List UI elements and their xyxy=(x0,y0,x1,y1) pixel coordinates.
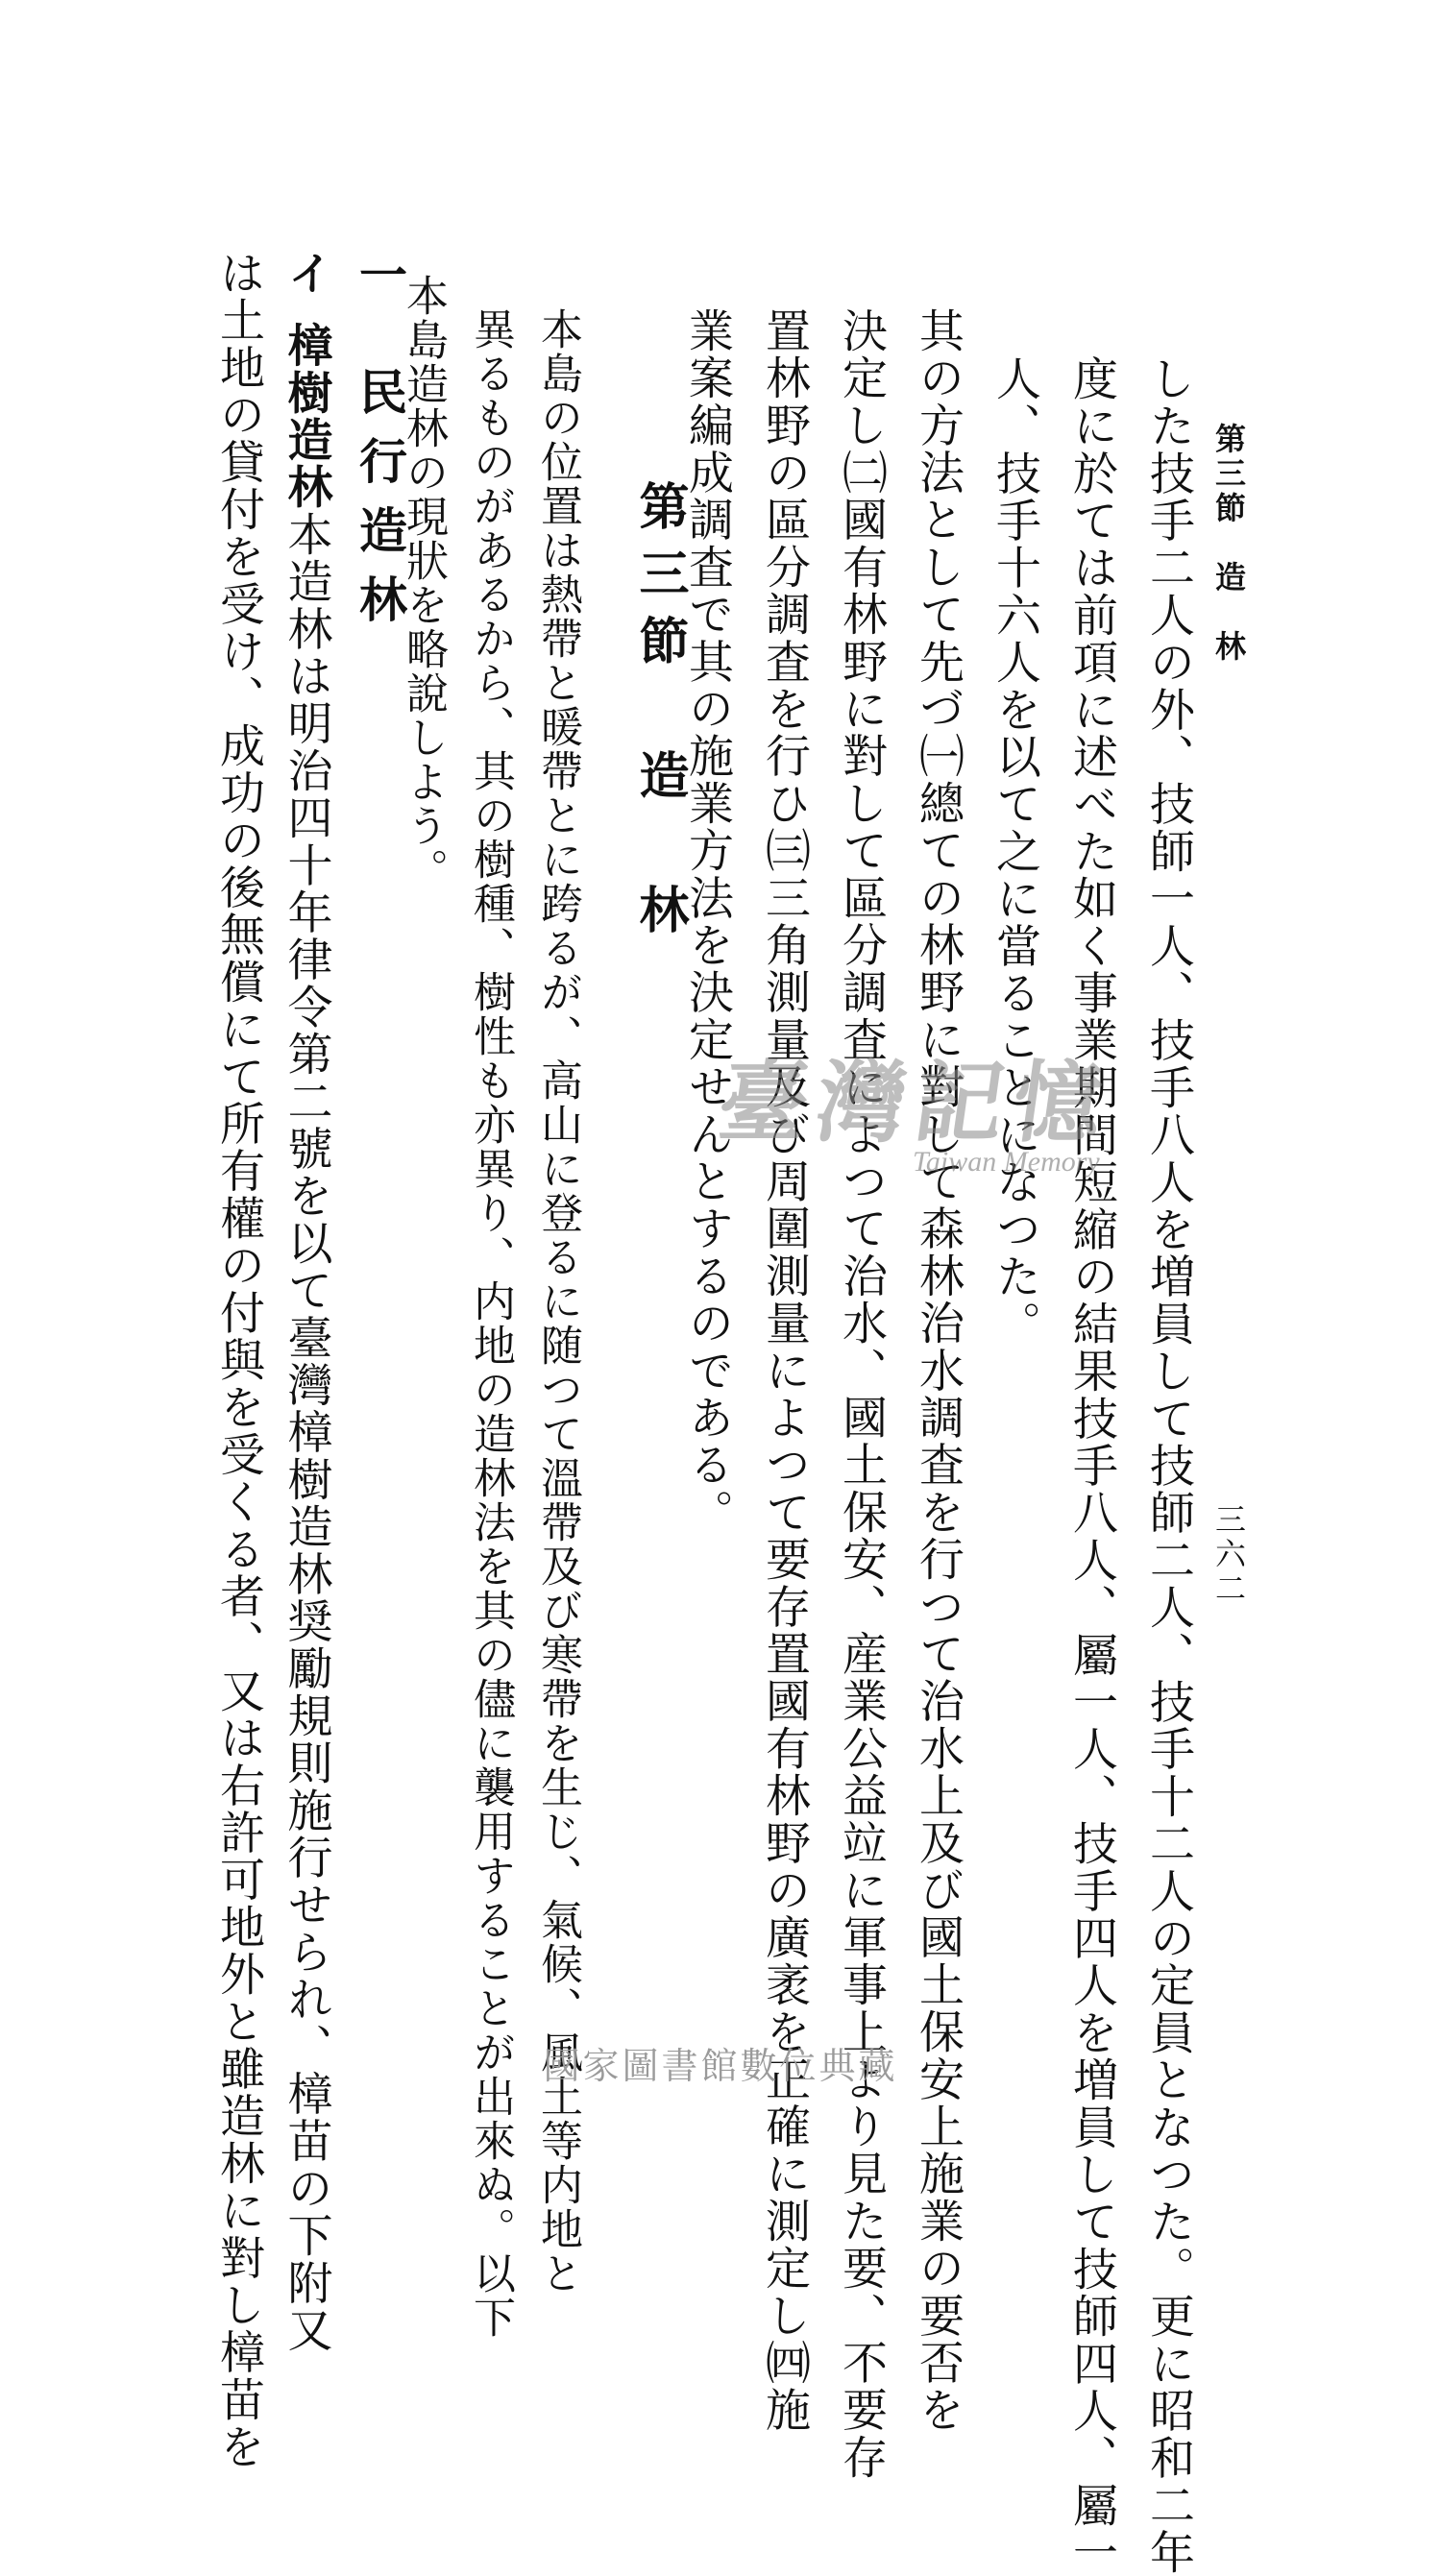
section-heading: 第三節 造 林 xyxy=(630,480,689,951)
item-marker: イ xyxy=(280,250,333,298)
watermark-title: 臺灣記憶 xyxy=(712,1051,1119,1154)
body-column: 其の方法として先づ㈠總ての林野に對して森林治水調査を行つて治水上及び國土保安上施業の要否を xyxy=(912,307,965,2434)
intro-paragraph-line: 本島造林の現狀を略說しよう。 xyxy=(399,274,448,892)
body-column: 業案編成調査で其の施業方法を決定せんとするのである。 xyxy=(681,307,734,1537)
sub-heading xyxy=(352,250,408,644)
sub-heading-title: 民行造林 xyxy=(352,367,408,644)
watermark-subtitle: Taiwan Memory xyxy=(913,1146,1100,1178)
page-number: 三六二 xyxy=(1210,1503,1247,1607)
body-column: した技手二人の外、技師一人、技手八人を増員して技師二人、技手十二人の定員となつた。更に昭和二年 xyxy=(1142,355,1195,2576)
running-head: 第三節 造 林 xyxy=(1210,423,1247,665)
body-column: 置林野の區分調査を行ひ㈢三角測量及び周圍測量によつて要存置國有林野の廣袤を正確に測定し㈣施 xyxy=(758,307,811,2434)
body-column: 決定し㈡國有林野に對して區分調査によつて治水、國土保安、産業公益竝に軍事上より見た要、不要存 xyxy=(835,307,888,2482)
footer-credit: 國家圖書館數位典藏 xyxy=(543,2045,898,2087)
watermark xyxy=(712,1033,1182,1196)
intro-paragraph-line: 異るものがあるから、其の樹種、樹性も亦異り、内地の造林法を其の儘に襲用することが出來ぬ。以下 xyxy=(466,307,515,2340)
item-title: 樟樹造林 xyxy=(280,322,333,512)
item-text: 本造林は明治四十年律令第二號を以て臺灣樟樹造林奨勵規則施行せられ、樟苗の下附又 xyxy=(280,511,333,2354)
intro-paragraph-line: 本島の位置は熱帶と暖帶とに跨るが、高山に登るに随つて溫帶及び寒帶を生じ、氣候、風土等内地と xyxy=(533,307,582,2296)
body-column: 度に於ては前項に述べた如く事業期間短縮の結果技手八人、屬一人、技手四人を増員して技師四人、屬一 xyxy=(1065,355,1118,2576)
body-column: 人、技手十六人を以て之に當ることになつた。 xyxy=(989,355,1041,1349)
item-line: は土地の貸付を受け、成功の後無償にて所有權の付與を受くる者、又は右許可地外と雖造林に對し樟苗を xyxy=(212,250,265,2471)
sub-heading-number: 一 xyxy=(352,250,408,319)
